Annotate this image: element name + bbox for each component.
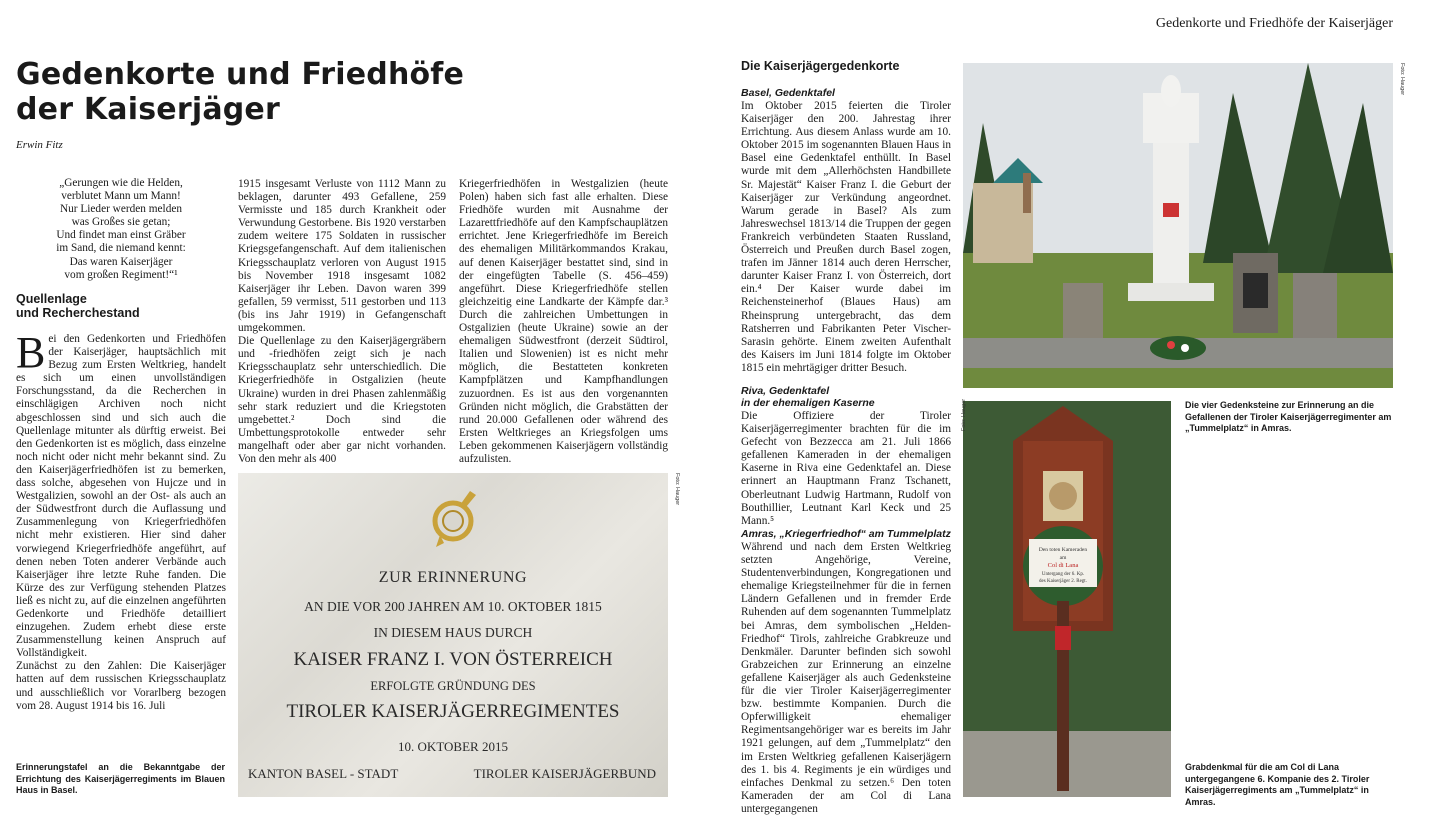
plaque-text-line: TIROLER KAISERJÄGERREGIMENTES — [286, 701, 620, 722]
caption-plaque: Erinnerungstafel an die Bekanntgabe der Errichtung des Kaiserjägerregiments im Blauen Haus in Basel. — [16, 762, 225, 795]
plaque-text-line: ZUR ERINNERUNG — [378, 569, 528, 586]
section-heading-gedenkorte: Die Kaiserjägergedenkorte — [741, 59, 900, 73]
plaque-text-line: KANTON BASEL - STADT — [248, 766, 399, 781]
caption-memorial-stones: Die vier Gedenksteine zur Erinnerung an die Gefallenen der Tiroler Kaiserjägerregimenter am „Tummelplatz“ in Amras. — [1185, 400, 1392, 433]
svg-text:am: am — [1059, 555, 1067, 561]
photo-credit: Foto: Hauger — [674, 473, 680, 506]
body-text-riva: Die Offiziere der Tiroler Kaiserjägerregimenter brachten für die im Gefecht von Bezzecca am 21. Juli 1866 gefallenen Kameraden in der ehemaligen Kaserne in Riva eine Gedenktafel an. Diese erinnert an Hauptmann Franz Tschanett, Oberleutnant Ludwig Hartmann, Rudolf von Bouthillier, Leutnant Karl Keck und 25 Mann.⁵ — [741, 410, 951, 527]
body-text-column-1 — [16, 328, 226, 713]
plaque-text-line: AN DIE VOR 200 JAHREN AM 10. OKTOBER 1815 — [304, 599, 602, 614]
body-text-column-2: 1915 insgesamt Verluste von 1112 Mann zu beklagen, darunter 493 Gefallene, 259 Vermisste und 185 durch Krankheit oder Verwundung Gestorbene. Bis 1920 verstarben zudem weitere 175 Soldaten in russischer Kriegsgefangenschaft. Auf dem italienischen Kriegsschauplatz verloren von August 1915 bis November 1918 insgesamt 1082 Kaiserjäger ihr Leben. Davon waren 399 gefallen, 59 vermisst, 511 gestorben und 113 (bis ins Jahr 1919) in Gefangenschaft umgekommen. Die Quellenlage zu den Kaiserjägergräbern und -friedhöfen zeigt sich je nach Kriegsschauplatz sehr unterschiedlich. Die Kriegerfriedhöfe in Ostgalizien (heute Ukraine) wurden in drei Phasen zahlenmäßig sehr stark reduziert und die Kriegstoten umgebettet.² Doch sind die Umbettungsprotokolle entweder sehr mangelhaft oder aber gar nicht vorhanden. Von den mehr als 400 — [238, 178, 447, 465]
body-text-amras: Während und nach dem Ersten Weltkrieg setzten Angehörige, Vereine, Studentenverbindungen, Kongregationen und ehemalige Kriegsteilnehmer für die in fernen Ländern Gefallenen und in fremder Erde Ruhenden auf dem sogenannten Tummelplatz bei Amras, dem symbolischen „Helden-Friedhof“ Tirols, zahlreiche Grabkreuze und Denkmäler. Darunter befinden sich sowohl Grabzeichen zur Erinnerung an einzelne gefallene Kaiserjäger als auch Gedenksteine für die vier Tiroler Kaiserjägerregimenter bzw. bestimmte Kompanien. Durch die Opferwilligkeit ehemaliger Regimentsangehöriger war es bereits im Jahr 1921 gelungen, auf dem „Tummelplatz“ den im Ersten Weltkrieg gefallenen Kaiserjägern des 1. bis 4. Regiments je ein würdiges und einfaches Denkmal zu setzen.⁶ Den toten Kameraden der am Col di Lana untergegangenen — [741, 541, 951, 815]
grave-shrine-illustration — [961, 398, 1171, 797]
svg-text:Col di Lana: Col di Lana — [1047, 562, 1079, 569]
memorial-stones-illustration — [963, 63, 1393, 388]
plaque-text-line: TIROLER KAISERJÄGERBUND — [473, 766, 656, 781]
photo-memorial-stones — [963, 63, 1393, 388]
body-text-column-3: Kriegerfriedhöfen in Westgalizien (heute Polen) haben sich fast alle erhalten. Diese Friedhöfe wurden mit Ausnahme der Lazarettfriedhöfe auf den Kampfschauplätzen errichtet. Jene Kriegerfriedhöfe im Bereich des ehemaligen Militärkommandos Krakau, auf denen Kaiserjäger bestattet sind, sind in der eingefügten Tabelle (S. 456–459) angeführt. Diese Kriegerfriedhöfe stellen gleichzeitig eine Landkarte der Kämpfe dar.³ Durch die zahlreichen Umbettungen in Ostgalizien (heute Ukraine) sowie an der ehemaligen Südwestfront (derzeit Südtirol, Italien und Slowenien) ist es nicht mehr möglich, die Bestatteten konkreten Kampfplätzen und Kampfhandlungen zuzuordnen. Es ist aus den vorgenannten Gründen nicht möglich, die Grabstätten der rund 20.000 Gefallenen oder während des Ersten Weltkrieges an Kriegsfolgen ums Leben gekommenen Kaiserjägern vollständig aufzulisten. — [459, 178, 668, 465]
photo-credit: Foto: Hauger — [961, 398, 967, 431]
caption-grave-shrine: Grabdenkmal für die am Col di Lana untergegangene 6. Kompanie des 2. Tiroler Kaiserjägerregiments am „Tummelplatz“ in Amras. — [1185, 762, 1370, 807]
drop-cap: B — [16, 328, 46, 377]
section-heading-quellenlage: Quellenlage und Recherchestand — [16, 292, 140, 320]
svg-text:Untergang der 6. Kp.: Untergang der 6. Kp. — [1041, 572, 1085, 577]
photo-credit: Foto: Hauger — [1399, 63, 1405, 96]
body-text-basel: Im Oktober 2015 feierten die Tiroler Kaiserjäger den 200. Jahrestag ihrer Errichtung. Aus diesem Anlass wurde am 10. Oktober 2015 im sogenannten Blauen Haus in Basel eine Gedenktafel enthüllt. In Basel wurde mit dem „Allerhöchsten Handbillete Sr. Majestät“ Kaiser Franz I. die Geburt der Kaiserjäger zur Verkündung angeordnet. Warum gerade in Basel? Als zum Jahreswechsel 1813/14 die Truppen der gegen Frankreich verbündeten Staaten Russland, Österreich und Preußen durch Basel zogen, trafen im Jänner 1814 auch deren Herrscher, darunter Kaiser Franz I. von Österreich, dort ein.⁴ Der Kaiser wurde dabei im Reichensteinerhof (Blaues Haus) am Rheinsprung untergebracht, das dem Ratsherren und Fabrikanten Peter Vischer-Sarasin gehörte. Einem zweiten Aufenthalt des Kaisers im Juni 1814 folgte im Oktober 1815 ein mehrtägiger dritter Besuch. — [741, 100, 951, 374]
plaque-text-line: 10. OKTOBER 2015 — [398, 739, 508, 754]
author: Erwin Fitz — [16, 139, 63, 151]
body-text: ei den Gedenkorten und Friedhöfen der Kaiserjäger, hauptsächlich mit Bezug zum Ersten Weltkrieg, handelt es sich um einen unvollständigen Forschungsstand, da die Recherchen in einschlägigen Archiven noch nicht abgeschlossen sind und sich auch die Quellenlage mitunter als dürftig erweist. Bei den Gedenkorten ist es möglich, dass einzelne noch nicht oder nicht mehr bekannt sind. Zu den Kaiserjägerfriedhöfen ist zu bemerken, dass solche, abgesehen von Hujcze und in Westgalizien, sowohl an der Ost- als auch an der Südwestfront durch die Auflassung und Zusammenlegung von Kriegerfriedhöfen nicht mehr existieren. Hier sind daher vorwiegend Kriegerfriedhöfe angeführt, auf denen neben Toten anderer Verbände auch Kaiserjäger ihre letzte Ruhe fanden. Die Kürze des zur Verfügung stehenden Platzes ließ es nicht zu, auf die einzelnen angeführten Gedenkorte und Friedhöfe detailliert einzugehen. Zudem erhebt diese erste Zusammenstellung keinen Anspruch auf Vollständigkeit. Zunächst zu den Zahlen: Die Kaiserjäger hatten auf dem russischen Kriegsschauplatz und ausschließlich vor Vorarlberg bezogen vom 28. August 1914 bis 16. Juli — [16, 333, 226, 712]
page-title: Gedenkorte und Friedhöfe der Kaiserjäger — [16, 57, 465, 127]
subheading-amras: Amras, „Kriegerfriedhof“ am Tummelplatz — [741, 528, 951, 540]
post-horn-emblem-icon — [426, 487, 480, 551]
svg-text:Den toten Kameraden: Den toten Kameraden — [1038, 547, 1088, 553]
poem-quote: „Gerungen wie die Helden, verblutet Mann um Mann! Nur Lieder werden melden was Großes sie getan; Und findet man einst Gräber im Sand, die niemand kennt: Das waren Kaiserjäger vom großen Regiment!“¹ — [56, 177, 186, 281]
plaque-text-line: ERFOLGTE GRÜNDUNG DES — [370, 679, 536, 693]
subheading-basel: Basel, Gedenktafel — [741, 87, 835, 99]
plaque-text-line: IN DIESEM HAUS DURCH — [373, 625, 533, 640]
plaque-text-line: KAISER FRANZ I. VON ÖSTERREICH — [293, 649, 613, 670]
subheading-riva: Riva, Gedenktafel in der ehemaligen Kaserne — [741, 385, 875, 409]
running-header: Gedenkorte und Friedhöfe der Kaiserjäger — [1155, 16, 1393, 31]
photo-memorial-plaque — [238, 473, 668, 797]
photo-grave-shrine — [961, 398, 1171, 797]
svg-text:des Kaiserjäger 2. Regt.: des Kaiserjäger 2. Regt. — [1039, 579, 1087, 584]
